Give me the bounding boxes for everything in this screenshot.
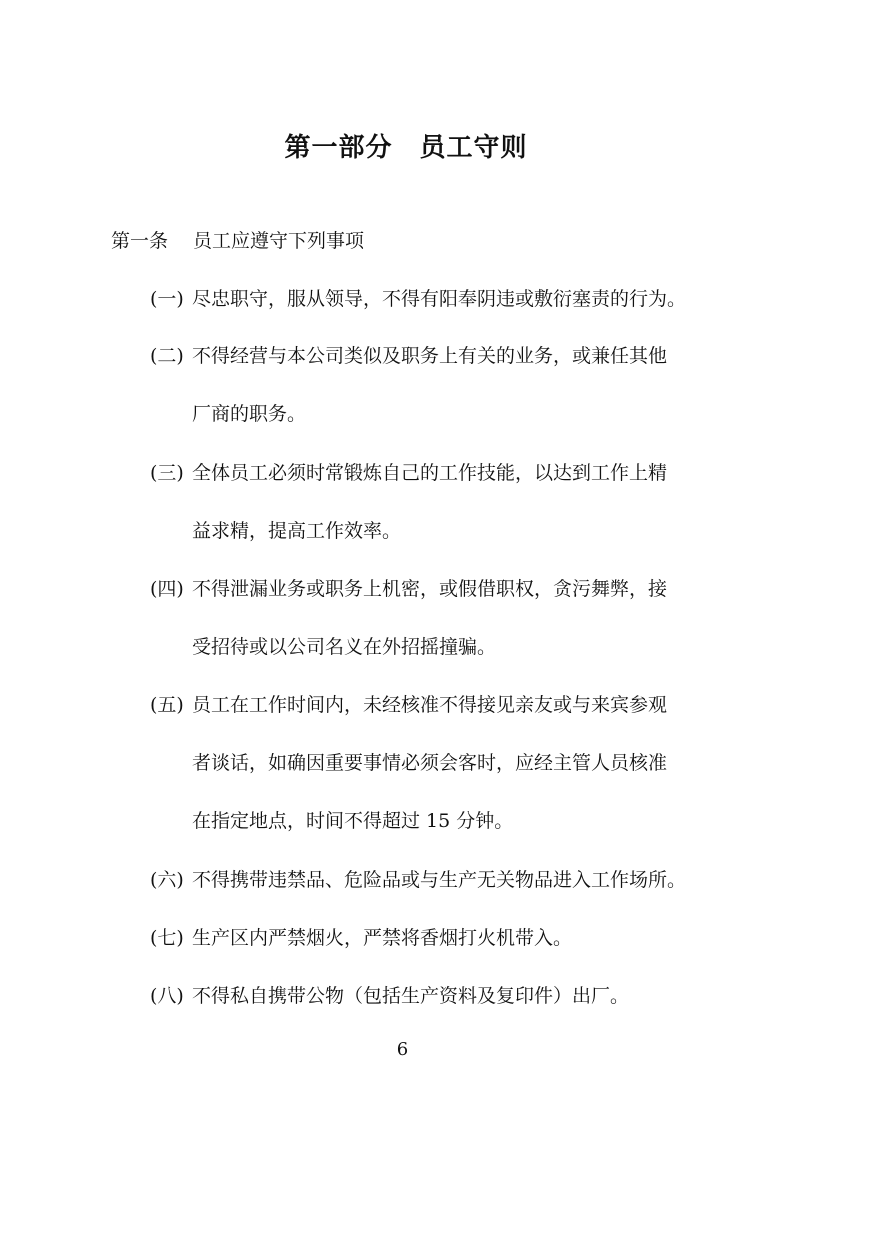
- item-text-line: 员工在工作时间内，未经核准不得接见亲友或与来宾参观: [192, 694, 668, 716]
- item-text-line: 厂商的职务。: [192, 403, 307, 425]
- item-marker: (二): [150, 345, 184, 367]
- item-marker: (一): [150, 288, 184, 310]
- page-number: 6: [396, 1039, 409, 1060]
- item-text-line: 全体员工必须时常锻炼自己的工作技能，以达到工作上精: [192, 462, 668, 484]
- item-text-line: 在指定地点，时间不得超过 15 分钟。: [192, 810, 514, 832]
- article-heading: 第一条 员工应遵守下列事项: [111, 230, 365, 252]
- page-title: 第一部分 员工守则: [284, 133, 528, 163]
- item-marker: (五): [150, 694, 184, 716]
- item-text-line: 不得携带违禁品、危险品或与生产无关物品进入工作场所。: [192, 869, 687, 891]
- item-text-line: 不得经营与本公司类似及职务上有关的业务，或兼任其他: [192, 345, 668, 367]
- item-marker: (六): [150, 869, 184, 891]
- item-marker: (八): [150, 985, 184, 1007]
- item-text-line: 尽忠职守，服从领导，不得有阳奉阴违或敷衍塞责的行为。: [192, 288, 687, 310]
- item-text-line: 益求精，提高工作效率。: [192, 520, 402, 542]
- item-marker: (七): [150, 927, 184, 949]
- item-text-line: 者谈话，如确因重要事情必须会客时，应经主管人员核准: [192, 752, 668, 774]
- item-marker: (三): [150, 462, 184, 484]
- item-text-line: 受招待或以公司名义在外招摇撞骗。: [192, 636, 497, 658]
- item-text-line: 不得泄漏业务或职务上机密，或假借职权，贪污舞弊，接: [192, 578, 668, 600]
- item-text-line: 不得私自携带公物（包括生产资料及复印件）出厂。: [192, 985, 630, 1007]
- item-marker: (四): [150, 578, 184, 600]
- item-text-line: 生产区内严禁烟火，严禁将香烟打火机带入。: [192, 927, 573, 949]
